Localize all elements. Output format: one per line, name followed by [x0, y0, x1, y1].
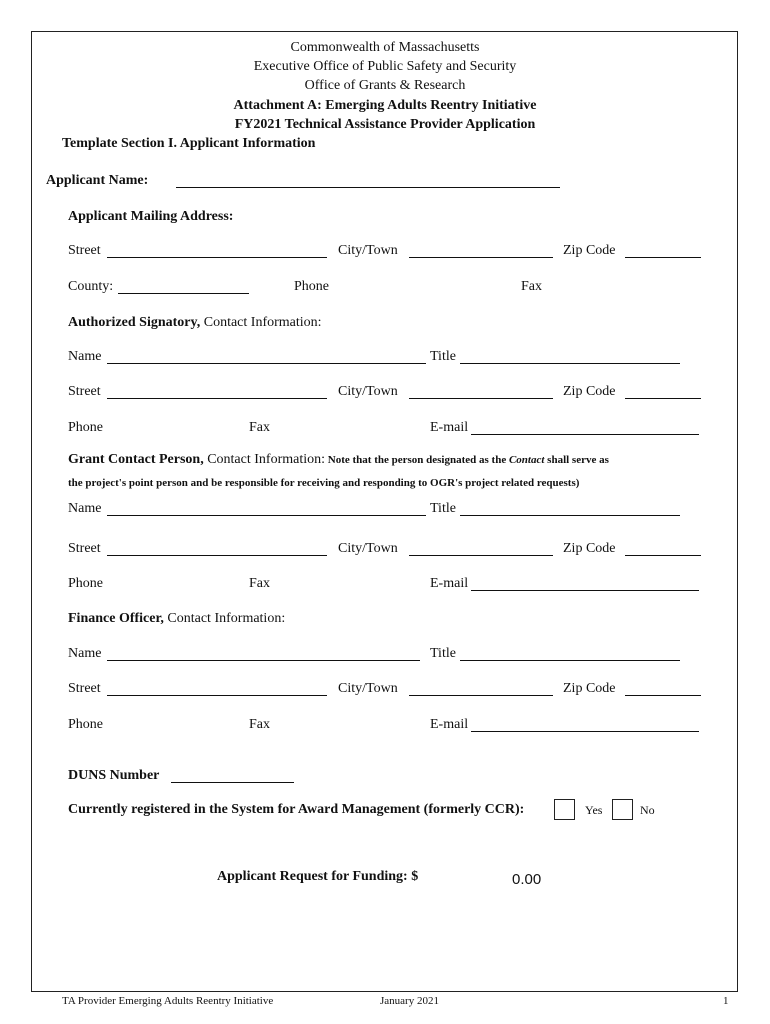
- signatory-zip-label: Zip Code: [563, 384, 616, 399]
- header-line-1: Commonwealth of Massachusetts: [290, 40, 480, 55]
- applicant-city-label: City/Town: [338, 243, 398, 258]
- finance-city-label: City/Town: [338, 681, 398, 696]
- funding-label: Applicant Request for Funding: $: [217, 869, 419, 884]
- sam-no-label: No: [640, 803, 655, 817]
- signatory-phone-label: Phone: [68, 420, 103, 435]
- grant-contact-city-label: City/Town: [338, 541, 398, 556]
- grant-contact-title-label: Title: [430, 501, 456, 516]
- finance-name-label: Name: [68, 646, 102, 661]
- signatory-city-label: City/Town: [338, 384, 398, 399]
- sam-no-checkbox[interactable]: [612, 799, 633, 820]
- signatory-name-label: Name: [68, 349, 102, 364]
- applicant-fax-label: Fax: [521, 279, 542, 294]
- grant-contact-note-line2: the project's point person and be responsible for receiving and responding to OGR's project related requests): [68, 477, 580, 489]
- funding-amount-field[interactable]: 0.00: [512, 871, 542, 888]
- sam-label: Currently registered in the System for Award Management (formerly CCR):: [68, 802, 525, 817]
- signatory-title-label: Title: [430, 349, 456, 364]
- grant-contact-city-field[interactable]: [409, 544, 553, 556]
- grant-contact-note-italic: Contact: [508, 454, 545, 466]
- finance-name-field[interactable]: [107, 649, 420, 661]
- finance-heading-rest: Contact Information:: [163, 611, 286, 626]
- signatory-email-field[interactable]: [471, 423, 699, 435]
- signatory-street-field[interactable]: [107, 387, 327, 399]
- grant-contact-street-label: Street: [68, 541, 101, 556]
- finance-city-field[interactable]: [409, 684, 553, 696]
- header-line-3: Office of Grants & Research: [304, 78, 466, 93]
- footer-page-number: 1: [723, 995, 729, 1007]
- mailing-address-heading: Applicant Mailing Address:: [68, 209, 234, 224]
- applicant-zip-label: Zip Code: [563, 243, 616, 258]
- signatory-heading: [68, 315, 322, 331]
- grant-contact-email-label: E-mail: [430, 576, 469, 591]
- signatory-email-label: E-mail: [430, 420, 469, 435]
- grant-contact-email-field[interactable]: [471, 579, 699, 591]
- footer-title: TA Provider Emerging Adults Reentry Initiative: [62, 995, 274, 1007]
- signatory-heading-bold: Authorized Signatory,: [68, 315, 201, 330]
- header-line-4: Attachment A: Emerging Adults Reentry Initiative: [233, 98, 537, 113]
- applicant-name-row: [46, 173, 148, 189]
- signatory-street-label: Street: [68, 384, 101, 399]
- finance-email-field[interactable]: [471, 720, 699, 732]
- duns-field[interactable]: [171, 771, 294, 783]
- grant-contact-heading-rest: Contact Information:: [203, 452, 326, 467]
- signatory-name-field[interactable]: [107, 352, 426, 364]
- grant-contact-title-field[interactable]: [460, 504, 680, 516]
- grant-contact-name-label: Name: [68, 501, 102, 516]
- applicant-phone-label: Phone: [294, 279, 329, 294]
- finance-street-label: Street: [68, 681, 101, 696]
- finance-zip-label: Zip Code: [563, 681, 616, 696]
- grant-contact-heading-bold: Grant Contact Person,: [68, 452, 204, 467]
- county-label: County:: [68, 279, 114, 294]
- grant-contact-zip-field[interactable]: [625, 544, 701, 556]
- finance-phone-label: Phone: [68, 717, 103, 732]
- footer-date: January 2021: [380, 995, 439, 1007]
- grant-contact-name-field[interactable]: [107, 504, 426, 516]
- grant-contact-heading: [68, 452, 609, 468]
- signatory-heading-rest: Contact Information:: [200, 315, 322, 330]
- header-line-5: FY2021 Technical Assistance Provider Application: [234, 117, 536, 132]
- finance-street-field[interactable]: [107, 684, 327, 696]
- applicant-zip-field[interactable]: [625, 246, 701, 258]
- signatory-zip-field[interactable]: [625, 387, 701, 399]
- sam-yes-checkbox[interactable]: [554, 799, 575, 820]
- applicant-name-label: Applicant Name:: [46, 173, 149, 188]
- grant-contact-note-start: Note that the person designated as the: [325, 454, 509, 466]
- finance-heading-bold: Finance Officer,: [68, 611, 164, 626]
- applicant-street-field[interactable]: [107, 246, 327, 258]
- section-title: Template Section I. Applicant Information: [62, 136, 316, 151]
- signatory-fax-label: Fax: [249, 420, 270, 435]
- finance-fax-label: Fax: [249, 717, 270, 732]
- finance-zip-field[interactable]: [625, 684, 701, 696]
- applicant-name-field[interactable]: [176, 176, 560, 188]
- finance-email-label: E-mail: [430, 717, 469, 732]
- sam-yes-label: Yes: [585, 803, 603, 817]
- county-field[interactable]: [118, 282, 249, 294]
- signatory-city-field[interactable]: [409, 387, 553, 399]
- grant-contact-fax-label: Fax: [249, 576, 270, 591]
- grant-contact-zip-label: Zip Code: [563, 541, 616, 556]
- applicant-city-field[interactable]: [409, 246, 553, 258]
- grant-contact-street-field[interactable]: [107, 544, 327, 556]
- signatory-title-field[interactable]: [460, 352, 680, 364]
- header-line-2: Executive Office of Public Safety and Security: [253, 59, 517, 74]
- finance-title-label: Title: [430, 646, 456, 661]
- grant-contact-note-end: shall serve as: [544, 454, 609, 466]
- duns-label: DUNS Number: [68, 768, 160, 783]
- applicant-street-label: Street: [68, 243, 101, 258]
- finance-heading: [68, 611, 285, 627]
- finance-title-field[interactable]: [460, 649, 680, 661]
- grant-contact-phone-label: Phone: [68, 576, 103, 591]
